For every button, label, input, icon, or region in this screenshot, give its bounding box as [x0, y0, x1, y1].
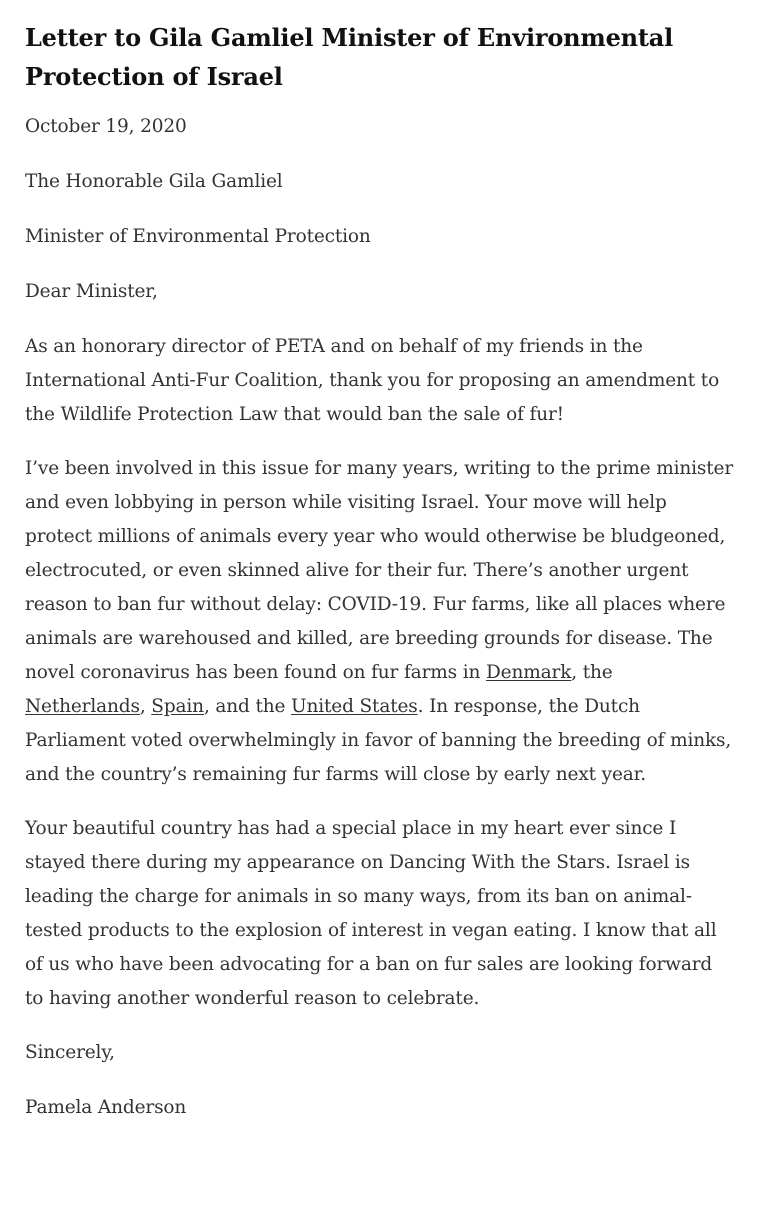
- paragraph-2-separator-1: , the: [571, 662, 613, 683]
- link-netherlands[interactable]: Netherlands: [25, 696, 140, 717]
- recipient-title: Minister of Environmental Protection: [25, 226, 371, 247]
- paragraph-2-separator-2: ,: [139, 696, 152, 717]
- paragraph-2-text-part2: . In response, the Dutch Parliament voted overwhelmingly in favor of banning the breeding of minks, and the country’s remaining fur farms will close by early next year.: [25, 696, 732, 785]
- signature: Pamela Anderson: [25, 1097, 187, 1118]
- link-united-states[interactable]: United States: [291, 696, 418, 717]
- link-spain[interactable]: Spain: [151, 696, 204, 717]
- paragraph-2-separator-3: , and the: [203, 696, 292, 717]
- paragraph-3: Your beautiful country has had a special place in my heart ever since I stayed there during my appearance on Dancing With the Stars. Israel is leading the charge for animals in so many ways, from its ban on animal-tested products to the explosion of interest in vegan eating. I know that all of us who have been advocating for a ban on fur sales are looking forward to having another wonderful reason to celebrate.: [25, 818, 717, 1009]
- paragraph-1: As an honorary director of PETA and on behalf of my friends in the International Anti-Fur Coalition, thank you for proposing an amendment to the Wildlife Protection Law that would ban the sale of fur!: [25, 336, 720, 425]
- closing: Sincerely,: [25, 1042, 115, 1063]
- paragraph-2-text-part1: I’ve been involved in this issue for many years, writing to the prime minister and even lobbying in person while visiting Israel. Your move will help protect millions of animals every year who would otherwise be bludgeoned, electrocuted, or even skinned alive for their fur. There’s another urgent reason to ban fur without delay: COVID-19. Fur farms, like all places where animals are warehoused and killed, are breeding grounds for disease. The novel coronavirus has been found on fur farms in: [25, 458, 734, 683]
- link-denmark[interactable]: Denmark: [486, 662, 572, 683]
- letter-date: October 19, 2020: [25, 116, 187, 137]
- letter-title: Letter to Gila Gamliel Minister of Environmental Protection of Israel: [25, 23, 674, 91]
- paragraph-2: [25, 452, 734, 792]
- recipient-name: The Honorable Gila Gamliel: [25, 171, 283, 192]
- salutation: Dear Minister,: [25, 281, 158, 302]
